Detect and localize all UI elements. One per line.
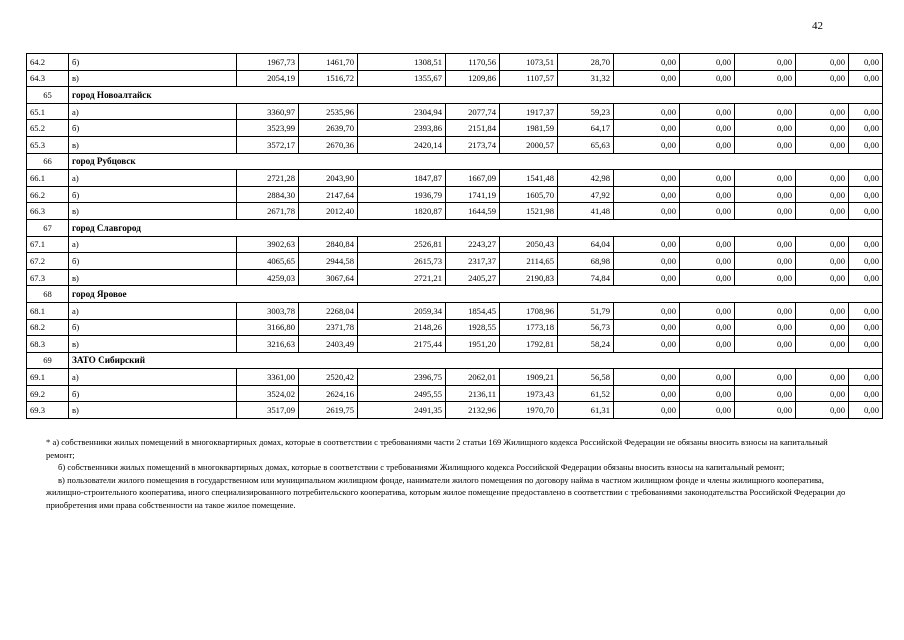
value-cell: 0,00 [735, 236, 796, 253]
row-code: 67.3 [27, 269, 69, 286]
value-cell: 2173,74 [446, 136, 500, 153]
value-cell: 2175,44 [358, 336, 446, 353]
value-cell: 4065,65 [237, 253, 299, 270]
value-cell: 56,73 [558, 319, 614, 336]
value-cell: 2268,04 [299, 302, 358, 319]
value-cell: 0,00 [796, 253, 849, 270]
value-cell: 0,00 [680, 236, 735, 253]
value-cell: 2944,58 [299, 253, 358, 270]
value-cell: 0,00 [614, 253, 680, 270]
value-cell: 1209,86 [446, 70, 500, 87]
value-cell: 2062,01 [446, 369, 500, 386]
row-code: 67.2 [27, 253, 69, 270]
row-code: 68.1 [27, 302, 69, 319]
value-cell: 2132,96 [446, 402, 500, 419]
value-cell: 0,00 [796, 402, 849, 419]
city-name: город Яровое [69, 286, 883, 303]
value-cell: 1355,67 [358, 70, 446, 87]
value-cell: 0,00 [735, 136, 796, 153]
value-cell: 0,00 [849, 103, 883, 120]
value-cell: 0,00 [735, 253, 796, 270]
value-cell: 3517,09 [237, 402, 299, 419]
value-cell: 0,00 [735, 103, 796, 120]
value-cell: 1820,87 [358, 203, 446, 220]
row-category: в) [69, 336, 237, 353]
table-row [27, 253, 883, 270]
value-cell: 2495,55 [358, 385, 446, 402]
value-cell: 0,00 [735, 186, 796, 203]
value-cell: 0,00 [735, 336, 796, 353]
value-cell: 0,00 [849, 269, 883, 286]
value-cell: 51,79 [558, 302, 614, 319]
value-cell: 0,00 [680, 103, 735, 120]
value-cell: 0,00 [680, 253, 735, 270]
value-cell: 0,00 [796, 120, 849, 137]
value-cell: 2624,16 [299, 385, 358, 402]
value-cell: 2371,78 [299, 319, 358, 336]
value-cell: 0,00 [796, 70, 849, 87]
value-cell: 0,00 [614, 385, 680, 402]
value-cell: 0,00 [849, 186, 883, 203]
value-cell: 0,00 [849, 203, 883, 220]
value-cell: 2671,78 [237, 203, 299, 220]
value-cell: 0,00 [796, 236, 849, 253]
row-category: в) [69, 402, 237, 419]
value-cell: 0,00 [614, 369, 680, 386]
value-cell: 2403,49 [299, 336, 358, 353]
row-category: б) [69, 54, 237, 71]
value-cell: 2405,27 [446, 269, 500, 286]
table-row [27, 319, 883, 336]
value-cell: 0,00 [849, 253, 883, 270]
value-cell: 1792,81 [500, 336, 558, 353]
row-code: 66.1 [27, 170, 69, 187]
table-row [27, 120, 883, 137]
value-cell: 1909,21 [500, 369, 558, 386]
value-cell: 41,48 [558, 203, 614, 220]
value-cell: 0,00 [735, 369, 796, 386]
value-cell: 1605,70 [500, 186, 558, 203]
value-cell: 1773,18 [500, 319, 558, 336]
value-cell: 0,00 [796, 186, 849, 203]
value-cell: 2840,84 [299, 236, 358, 253]
row-code: 69.1 [27, 369, 69, 386]
value-cell: 0,00 [680, 120, 735, 137]
row-code: 64.3 [27, 70, 69, 87]
value-cell: 1644,59 [446, 203, 500, 220]
row-category: б) [69, 253, 237, 270]
value-cell: 61,52 [558, 385, 614, 402]
value-cell: 0,00 [614, 319, 680, 336]
value-cell: 28,70 [558, 54, 614, 71]
value-cell: 2012,40 [299, 203, 358, 220]
table-row [27, 186, 883, 203]
value-cell: 2721,28 [237, 170, 299, 187]
value-cell: 0,00 [614, 269, 680, 286]
value-cell: 0,00 [680, 269, 735, 286]
value-cell: 2243,27 [446, 236, 500, 253]
value-cell: 0,00 [849, 369, 883, 386]
row-category: б) [69, 120, 237, 137]
value-cell: 2535,96 [299, 103, 358, 120]
value-cell: 2059,34 [358, 302, 446, 319]
row-code: 66.3 [27, 203, 69, 220]
value-cell: 3361,00 [237, 369, 299, 386]
value-cell: 2520,42 [299, 369, 358, 386]
row-category: а) [69, 103, 237, 120]
row-category: а) [69, 170, 237, 187]
value-cell: 0,00 [614, 402, 680, 419]
value-cell: 0,00 [680, 203, 735, 220]
table-row [27, 136, 883, 153]
table-row [27, 170, 883, 187]
value-cell: 0,00 [614, 120, 680, 137]
row-code: 67.1 [27, 236, 69, 253]
row-code: 64.2 [27, 54, 69, 71]
value-cell: 0,00 [849, 336, 883, 353]
row-category: в) [69, 136, 237, 153]
value-cell: 0,00 [614, 70, 680, 87]
value-cell: 0,00 [796, 103, 849, 120]
city-header-row [27, 286, 883, 303]
value-cell: 0,00 [849, 402, 883, 419]
value-cell: 0,00 [680, 186, 735, 203]
value-cell: 1967,73 [237, 54, 299, 71]
value-cell: 2054,19 [237, 70, 299, 87]
value-cell: 3067,64 [299, 269, 358, 286]
value-cell: 0,00 [796, 336, 849, 353]
value-cell: 2050,43 [500, 236, 558, 253]
value-cell: 3166,80 [237, 319, 299, 336]
value-cell: 0,00 [796, 203, 849, 220]
row-category: а) [69, 236, 237, 253]
city-header-row [27, 219, 883, 236]
table-row [27, 269, 883, 286]
value-cell: 59,23 [558, 103, 614, 120]
value-cell: 2148,26 [358, 319, 446, 336]
value-cell: 0,00 [614, 203, 680, 220]
value-cell: 2317,37 [446, 253, 500, 270]
value-cell: 2304,94 [358, 103, 446, 120]
row-code: 65.2 [27, 120, 69, 137]
value-cell: 0,00 [735, 402, 796, 419]
table-row [27, 402, 883, 419]
footnote-c: в) пользователи жилого помещения в государственном или муниципальном жилищном фонде, наниматели жилого помещения по договору найма в частном жилищном фонде и члены жилищного кооператива, жилищно-строительного кооператива, иного специализированного потребительского кооператива, которым жилое помещение предоставлено в соответствии с требованиями законодательства Российской Федерации до приобретения ими права собственности на такое жилое помещение. [46, 474, 846, 510]
value-cell: 1981,59 [500, 120, 558, 137]
value-cell: 65,63 [558, 136, 614, 153]
value-cell: 2615,73 [358, 253, 446, 270]
value-cell: 0,00 [680, 319, 735, 336]
value-cell: 1970,70 [500, 402, 558, 419]
table-body [27, 54, 883, 419]
value-cell: 0,00 [680, 302, 735, 319]
value-cell: 2619,75 [299, 402, 358, 419]
value-cell: 1708,96 [500, 302, 558, 319]
value-cell: 2396,75 [358, 369, 446, 386]
table-row [27, 336, 883, 353]
value-cell: 1073,51 [500, 54, 558, 71]
value-cell: 3216,63 [237, 336, 299, 353]
value-cell: 56,58 [558, 369, 614, 386]
value-cell: 0,00 [735, 70, 796, 87]
value-cell: 1170,56 [446, 54, 500, 71]
value-cell: 0,00 [735, 120, 796, 137]
table-row [27, 70, 883, 87]
value-cell: 0,00 [796, 369, 849, 386]
value-cell: 3523,99 [237, 120, 299, 137]
value-cell: 64,04 [558, 236, 614, 253]
table-row [27, 236, 883, 253]
city-name: ЗАТО Сибирский [69, 352, 883, 369]
table-row [27, 103, 883, 120]
value-cell: 1847,87 [358, 170, 446, 187]
value-cell: 42,98 [558, 170, 614, 187]
value-cell: 0,00 [614, 170, 680, 187]
city-name: город Новоалтайск [69, 87, 883, 104]
row-category: а) [69, 302, 237, 319]
value-cell: 2077,74 [446, 103, 500, 120]
value-cell: 0,00 [614, 236, 680, 253]
value-cell: 1928,55 [446, 319, 500, 336]
table-row [27, 369, 883, 386]
row-category: б) [69, 319, 237, 336]
value-cell: 1308,51 [358, 54, 446, 71]
value-cell: 64,17 [558, 120, 614, 137]
value-cell: 0,00 [614, 136, 680, 153]
value-cell: 3572,17 [237, 136, 299, 153]
table-row [27, 302, 883, 319]
value-cell: 2000,57 [500, 136, 558, 153]
value-cell: 2721,21 [358, 269, 446, 286]
value-cell: 2639,70 [299, 120, 358, 137]
value-cell: 2190,83 [500, 269, 558, 286]
row-code: 65.3 [27, 136, 69, 153]
value-cell: 1951,20 [446, 336, 500, 353]
value-cell: 0,00 [614, 103, 680, 120]
value-cell: 1516,72 [299, 70, 358, 87]
city-header-row [27, 87, 883, 104]
value-cell: 68,98 [558, 253, 614, 270]
value-cell: 1917,37 [500, 103, 558, 120]
value-cell: 0,00 [680, 54, 735, 71]
value-cell: 0,00 [735, 203, 796, 220]
value-cell: 2147,64 [299, 186, 358, 203]
row-category: б) [69, 385, 237, 402]
value-cell: 31,32 [558, 70, 614, 87]
row-code: 68 [27, 286, 69, 303]
row-category: в) [69, 203, 237, 220]
city-name: город Рубцовск [69, 153, 883, 170]
value-cell: 3524,02 [237, 385, 299, 402]
value-cell: 4259,03 [237, 269, 299, 286]
value-cell: 0,00 [849, 170, 883, 187]
value-cell: 0,00 [796, 136, 849, 153]
value-cell: 0,00 [680, 170, 735, 187]
value-cell: 0,00 [849, 319, 883, 336]
table-row [27, 54, 883, 71]
page-number: 42 [812, 20, 823, 32]
value-cell: 47,92 [558, 186, 614, 203]
footnote-b: б) собственники жилых помещений в многоквартирных домах, которые в соответствии с требованиями Жилищного кодекса Российской Федерации обязаны вносить взносы на капитальный ремонт; [58, 462, 785, 473]
city-name: город Славгород [69, 219, 883, 236]
row-code: 69.3 [27, 402, 69, 419]
value-cell: 0,00 [680, 70, 735, 87]
value-cell: 61,31 [558, 402, 614, 419]
value-cell: 0,00 [849, 385, 883, 402]
value-cell: 0,00 [735, 269, 796, 286]
value-cell: 2151,84 [446, 120, 500, 137]
row-code: 68.2 [27, 319, 69, 336]
row-code: 65.1 [27, 103, 69, 120]
row-code: 66 [27, 153, 69, 170]
value-cell: 1521,98 [500, 203, 558, 220]
value-cell: 2420,14 [358, 136, 446, 153]
value-cell: 1667,09 [446, 170, 500, 187]
row-code: 68.3 [27, 336, 69, 353]
value-cell: 0,00 [796, 269, 849, 286]
value-cell: 3902,63 [237, 236, 299, 253]
value-cell: 0,00 [680, 385, 735, 402]
value-cell: 1973,43 [500, 385, 558, 402]
value-cell: 2670,36 [299, 136, 358, 153]
value-cell: 0,00 [680, 336, 735, 353]
value-cell: 0,00 [680, 136, 735, 153]
value-cell: 1541,48 [500, 170, 558, 187]
row-category: а) [69, 369, 237, 386]
value-cell: 0,00 [735, 302, 796, 319]
value-cell: 2136,11 [446, 385, 500, 402]
row-code: 65 [27, 87, 69, 104]
tariff-table [26, 53, 883, 419]
row-code: 69 [27, 352, 69, 369]
value-cell: 0,00 [849, 120, 883, 137]
row-code: 69.2 [27, 385, 69, 402]
value-cell: 58,24 [558, 336, 614, 353]
row-category: в) [69, 269, 237, 286]
value-cell: 2043,90 [299, 170, 358, 187]
value-cell: 0,00 [735, 319, 796, 336]
row-code: 67 [27, 219, 69, 236]
city-header-row [27, 352, 883, 369]
value-cell: 0,00 [735, 385, 796, 402]
value-cell: 3360,97 [237, 103, 299, 120]
value-cell: 0,00 [796, 170, 849, 187]
value-cell: 1107,57 [500, 70, 558, 87]
row-code: 66.2 [27, 186, 69, 203]
value-cell: 1854,45 [446, 302, 500, 319]
value-cell: 2114,65 [500, 253, 558, 270]
value-cell: 0,00 [614, 54, 680, 71]
value-cell: 0,00 [680, 402, 735, 419]
value-cell: 0,00 [796, 319, 849, 336]
value-cell: 2526,81 [358, 236, 446, 253]
value-cell: 1741,19 [446, 186, 500, 203]
row-category: б) [69, 186, 237, 203]
value-cell: 2491,35 [358, 402, 446, 419]
value-cell: 2393,86 [358, 120, 446, 137]
value-cell: 1936,79 [358, 186, 446, 203]
value-cell: 0,00 [849, 54, 883, 71]
value-cell: 0,00 [735, 170, 796, 187]
footnote-a: * а) собственники жилых помещений в многоквартирных домах, которые в соответствии с требованиями части 2 статьи 169 Жилищного кодекса Российской Федерации не обязаны вносить взносы на капитальный ремонт; [46, 437, 828, 460]
value-cell: 0,00 [796, 385, 849, 402]
value-cell: 0,00 [796, 302, 849, 319]
value-cell: 1461,70 [299, 54, 358, 71]
table-row [27, 203, 883, 220]
value-cell: 0,00 [614, 186, 680, 203]
city-header-row [27, 153, 883, 170]
value-cell: 0,00 [849, 236, 883, 253]
value-cell: 0,00 [849, 302, 883, 319]
table-row [27, 385, 883, 402]
value-cell: 0,00 [849, 136, 883, 153]
value-cell: 3003,78 [237, 302, 299, 319]
value-cell: 2884,30 [237, 186, 299, 203]
value-cell: 0,00 [614, 302, 680, 319]
value-cell: 74,84 [558, 269, 614, 286]
value-cell: 0,00 [796, 54, 849, 71]
value-cell: 0,00 [680, 369, 735, 386]
row-category: в) [69, 70, 237, 87]
footnotes [46, 436, 854, 512]
value-cell: 0,00 [849, 70, 883, 87]
value-cell: 0,00 [614, 336, 680, 353]
value-cell: 0,00 [735, 54, 796, 71]
